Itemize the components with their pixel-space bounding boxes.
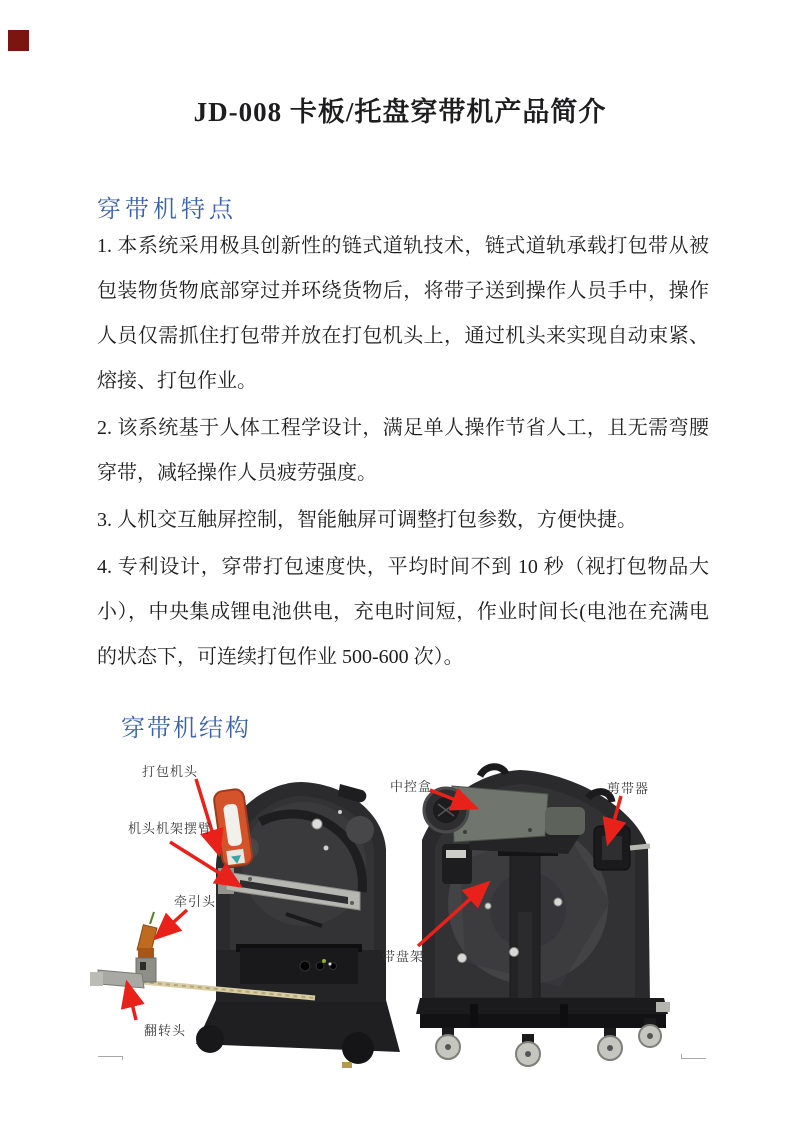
features-paragraphs — [97, 224, 709, 682]
figure-label-traction-head: 牵引头 — [174, 894, 217, 909]
figure-label-belt-reel-rack: 带盘架 — [382, 949, 425, 964]
machine-structure-figure — [90, 752, 715, 1072]
red-corner-mark — [8, 30, 29, 51]
page-title: JD-008 卡板/托盘穿带机产品简介 — [193, 97, 607, 127]
figure-label-belt-cutter: 剪带器 — [607, 781, 650, 796]
section-heading-structure: 穿带机结构 — [121, 716, 251, 742]
arrow-flip-head — [127, 983, 136, 1020]
feature-paragraph-1: 1. 本系统采用极具创新性的链式道轨技术，链式道轨承载打包带从被包装物货物底部穿过并环绕货物后，将带子送到操作人员手中，操作人员仅需抓住打包带并放在打包机头上，通过机头来实现自动束紧、熔接、打包作业。 — [97, 235, 709, 392]
section-heading-features: 穿带机特点 — [97, 197, 237, 223]
feature-paragraph-2: 2. 该系统基于人体工程学设计，满足单人操作节省人工，且无需弯腰穿带，减轻操作人员疲劳强度。 — [97, 417, 709, 484]
crop-mark-right-tick — [681, 1054, 682, 1058]
figure-label-control-box: 中控盒 — [390, 779, 433, 794]
crop-mark-left — [98, 1056, 123, 1057]
figure-label-flip-head: 翻转头 — [144, 1023, 187, 1038]
crop-mark-left-tick — [122, 1056, 123, 1060]
feature-paragraph-4: 4. 专利设计，穿带打包速度快，平均时间不到 10 秒（视打包物品大小），中央集成锂电池供电，充电时间短，作业时间长(电池在充满电的状态下，可连续打包作业 500-600 次）。 — [97, 556, 709, 668]
figure-label-swing-arm: 机头机架摆臂 — [128, 821, 213, 836]
machine-rear-view — [416, 767, 670, 1066]
feature-paragraph-3: 3. 人机交互触屏控制，智能触屏可调整打包参数，方便快捷。 — [97, 509, 637, 531]
arrow-traction-head — [156, 910, 187, 938]
crop-mark-right — [681, 1058, 706, 1059]
figure-label-packing-head: 打包机头 — [142, 764, 199, 779]
